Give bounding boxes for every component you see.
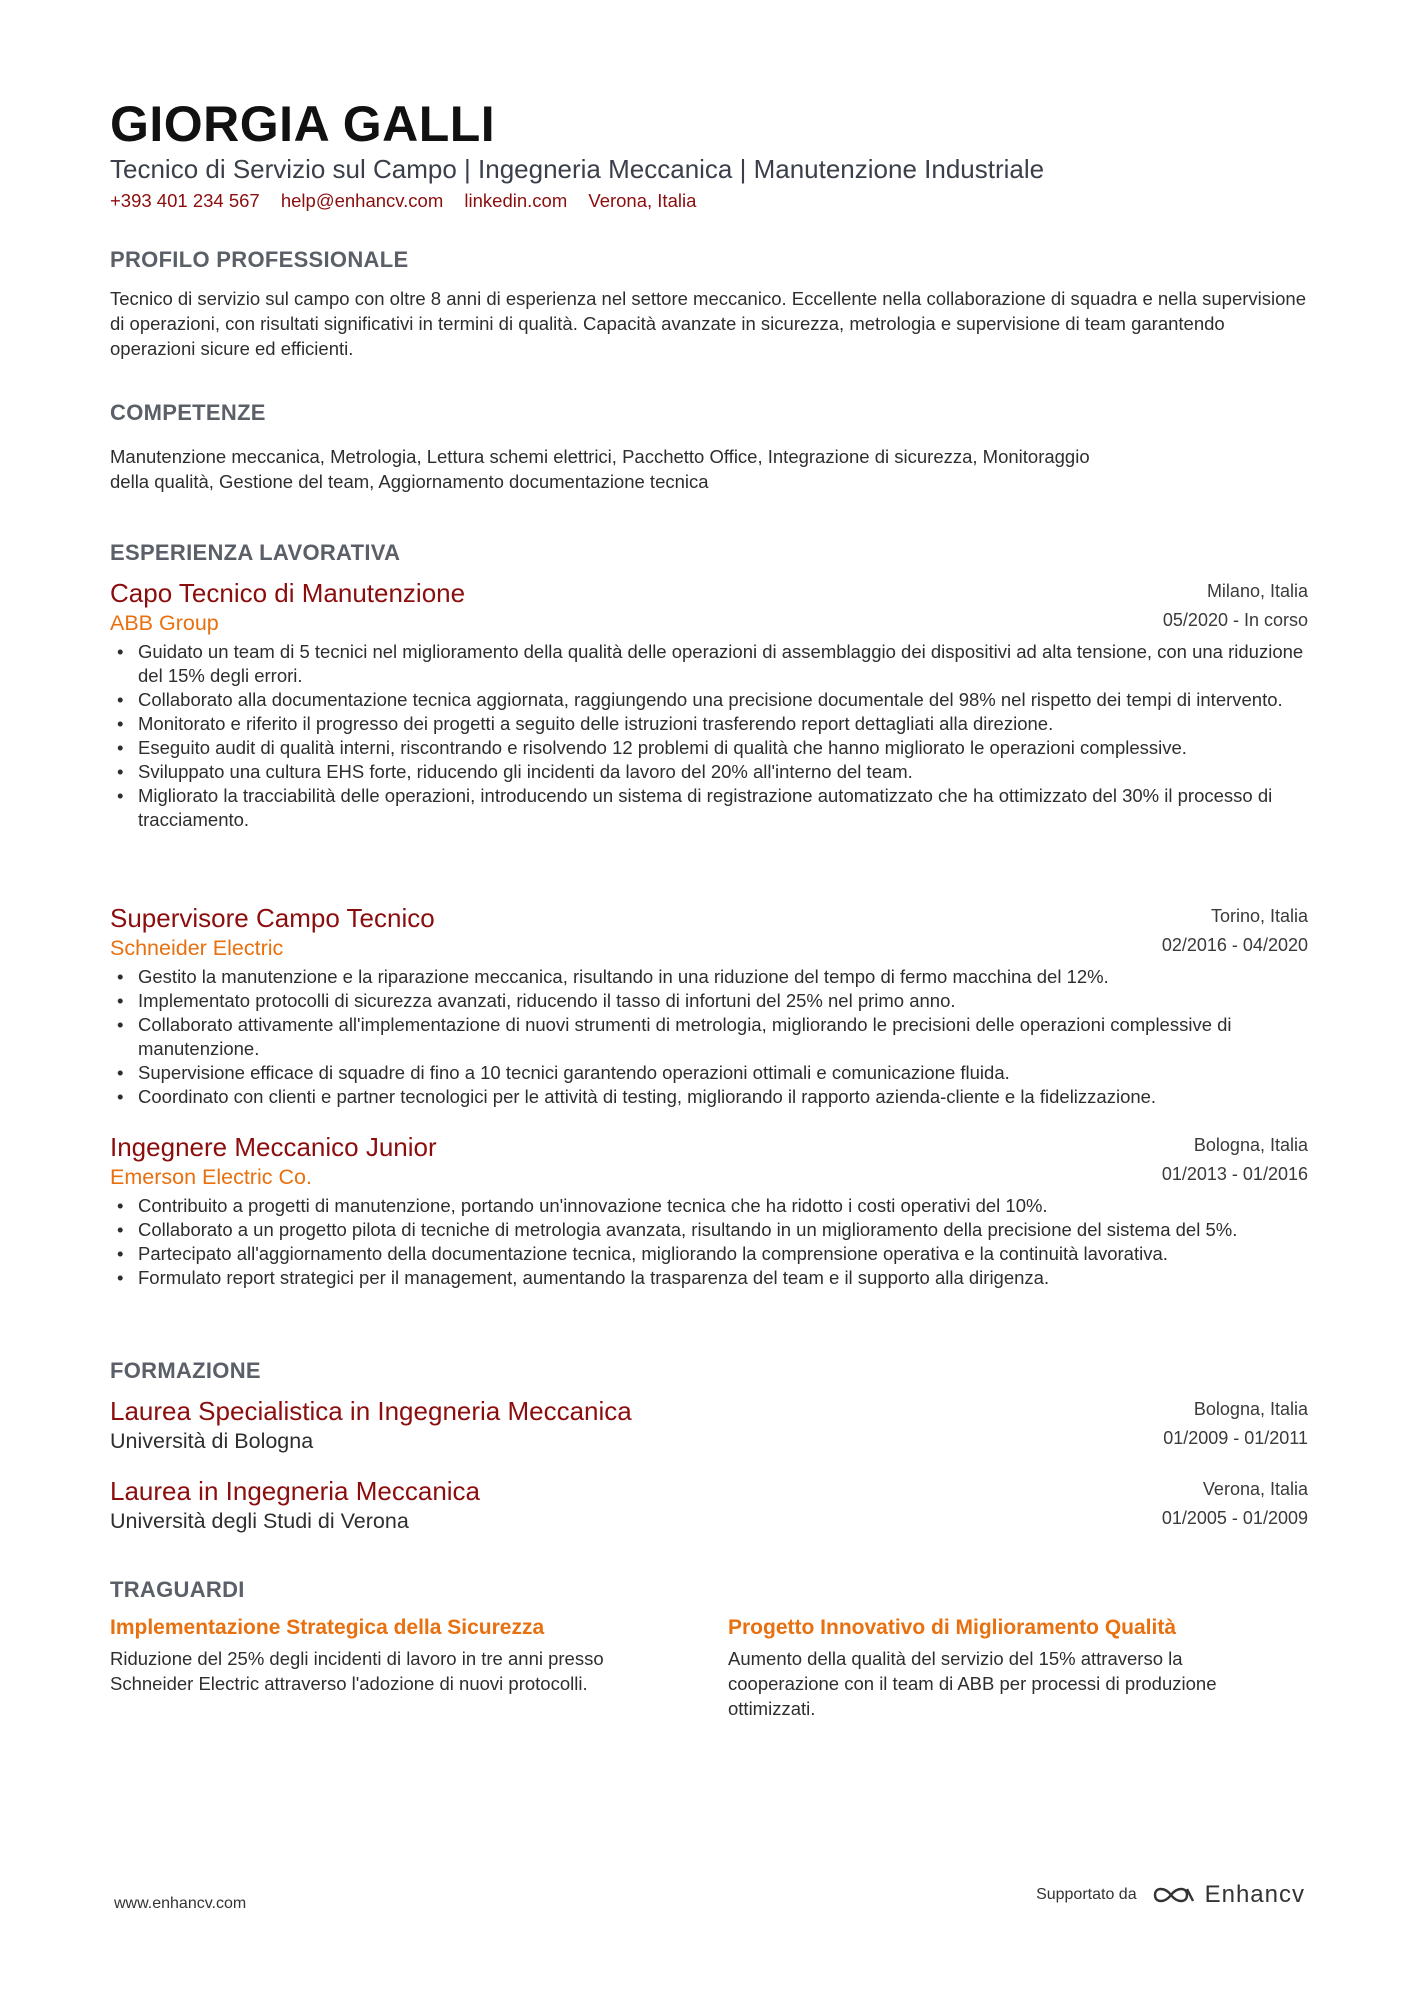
job-entry <box>110 902 1308 1109</box>
job-title: Supervisore Campo Tecnico <box>110 903 435 933</box>
education-dates: 01/2009 - 01/2011 <box>1163 1428 1308 1448</box>
achievements-section-title: TRAGUARDI <box>110 1577 245 1602</box>
headline: Tecnico di Servizio sul Campo | Ingegneria Meccanica | Manutenzione Industriale <box>110 154 1045 184</box>
bullet-item: • Collaborato attivamente all'implementazione di nuovi strumenti di metrologia, migliorando le precisioni delle operazioni complessive di manutenzione. <box>110 1013 1308 1061</box>
job-dates: 01/2013 - 01/2016 <box>1161 1164 1308 1184</box>
job-entry <box>110 577 1308 832</box>
bullet-item: • Partecipato all'aggiornamento della documentazione tecnica, migliorando la comprensione operativa e la continuità lavorativa. <box>110 1242 1308 1266</box>
achievement-text: Aumento della qualità del servizio del 15% attraverso la cooperazione con il team di ABB per processi di produzione ottimizzati. <box>728 1648 1217 1719</box>
footer-branding <box>1036 1881 1305 1909</box>
job-dates: 05/2020 - In corso <box>1162 610 1308 630</box>
brand-name: Enhancv <box>1204 1881 1305 1908</box>
profile-text: Tecnico di servizio sul campo con oltre 8 anni di esperienza nel settore meccanico. Eccellente nella collaborazione di squadra e nella supervisione di operazioni, con risultati significativi in termini di qualità. Capacità avanzate in sicurezza, metrologia e supervisione di team garantendo operazioni sicure ed efficienti. <box>110 288 1306 359</box>
education-meta <box>1163 1395 1308 1453</box>
job-location: Milano, Italia <box>1206 581 1308 601</box>
bullet-item: • Sviluppato una cultura EHS forte, riducendo gli incidenti da lavoro del 20% all'interno del team. <box>110 760 1308 784</box>
education-dates: 01/2005 - 01/2009 <box>1161 1508 1308 1528</box>
achievement-item <box>728 1614 1318 1721</box>
achievement-title: Implementazione Strategica della Sicurezza <box>110 1616 545 1639</box>
school: Università di Bologna <box>110 1429 314 1453</box>
job-company: Schneider Electric <box>110 936 284 960</box>
enhancv-logo-icon <box>1151 1883 1197 1907</box>
job-meta <box>1163 577 1308 635</box>
education-entry <box>110 1395 1308 1455</box>
degree: Laurea Specialistica in Ingegneria Meccanica <box>110 1396 632 1426</box>
job-dates: 02/2016 - 04/2020 <box>1161 935 1308 955</box>
location: Verona, Italia <box>588 190 697 211</box>
job-title: Capo Tecnico di Manutenzione <box>110 578 466 608</box>
job-location: Bologna, Italia <box>1193 1135 1308 1155</box>
bullet-item: • Gestito la manutenzione e la riparazione meccanica, risultando in una riduzione del tempo di fermo macchina del 12%. <box>110 965 1308 989</box>
education-location: Verona, Italia <box>1202 1479 1308 1499</box>
bullet-item: • Coordinato con clienti e partner tecnologici per le attività di testing, migliorando il rapporto azienda-cliente e la fidelizzazione. <box>110 1085 1308 1109</box>
job-bullets <box>110 965 1308 1109</box>
education-meta <box>1162 1475 1308 1533</box>
job-company: ABB Group <box>110 611 219 635</box>
job-company: Emerson Electric Co. <box>110 1165 312 1189</box>
powered-by-label: Supportato da <box>1036 1886 1137 1903</box>
job-title: Ingegnere Meccanico Junior <box>110 1132 437 1162</box>
job-entry <box>110 1131 1308 1290</box>
education-entry <box>110 1475 1308 1535</box>
candidate-name: GIORGIA GALLI <box>110 96 496 152</box>
education-section-title: FORMAZIONE <box>110 1358 261 1383</box>
achievement-item <box>110 1614 700 1696</box>
achievement-text: Riduzione del 25% degli incidenti di lavoro in tre anni presso Schneider Electric attraverso l'adozione di nuovi protocolli. <box>110 1648 604 1694</box>
bullet-item: • Contribuito a progetti di manutenzione, portando un'innovazione tecnica che ha ridotto i costi operativi del 10%. <box>110 1194 1308 1218</box>
education-location: Bologna, Italia <box>1193 1399 1308 1419</box>
linkedin-link[interactable]: linkedin.com <box>464 190 568 211</box>
bullet-item: • Migliorato la tracciabilità delle operazioni, introducendo un sistema di registrazione automatizzato che ha ottimizzato del 30% il processo di tracciamento. <box>110 784 1308 832</box>
phone[interactable]: +393 401 234 567 <box>110 190 260 211</box>
bullet-item: • Eseguito audit di qualità interni, riscontrando e risolvendo 12 problemi di qualità che hanno migliorato le operazioni complessive. <box>110 736 1308 760</box>
job-bullets <box>110 1194 1308 1290</box>
profile-section-title: PROFILO PROFESSIONALE <box>110 247 409 272</box>
job-meta <box>1162 902 1308 960</box>
skills-text: Manutenzione meccanica, Metrologia, Lettura schemi elettrici, Pacchetto Office, Integrazione di sicurezza, Monitoraggio della qualità, Gestione del team, Aggiornamento documentazione tecnica <box>110 446 1090 492</box>
bullet-item: • Collaborato alla documentazione tecnica aggiornata, raggiungendo una precisione documentale del 98% nel rispetto dei tempi di intervento. <box>110 688 1308 712</box>
bullet-item: • Collaborato a un progetto pilota di tecniche di metrologia avanzata, risultando in un miglioramento della precisione del sistema del 5%. <box>110 1218 1308 1242</box>
bullet-item: • Guidato un team di 5 tecnici nel miglioramento della qualità delle operazioni di assemblaggio dei dispositivi ad alta tensione, con una riduzione del 15% degli errori. <box>110 640 1308 688</box>
job-location: Torino, Italia <box>1210 906 1308 926</box>
job-bullets <box>110 640 1308 832</box>
degree: Laurea in Ingegneria Meccanica <box>110 1476 481 1506</box>
bullet-item: • Supervisione efficace di squadre di fino a 10 tecnici garantendo operazioni ottimali e comunicazione fluida. <box>110 1061 1308 1085</box>
skills-section-title: COMPETENZE <box>110 400 266 425</box>
experience-section-title: ESPERIENZA LAVORATIVA <box>110 540 401 565</box>
footer-website[interactable]: www.enhancv.com <box>114 1895 247 1912</box>
bullet-item: • Monitorato e riferito il progresso dei progetti a seguito delle istruzioni trasferendo report dettagliati alla direzione. <box>110 712 1308 736</box>
bullet-item: • Formulato report strategici per il management, aumentando la trasparenza del team e il supporto alla dirigenza. <box>110 1266 1308 1290</box>
email-link[interactable]: help@enhancv.com <box>280 190 444 211</box>
bullet-item: • Implementato protocolli di sicurezza avanzati, riducendo il tasso di infortuni del 25% nel primo anno. <box>110 989 1308 1013</box>
school: Università degli Studi di Verona <box>110 1509 409 1533</box>
contact-info <box>110 188 712 214</box>
achievement-title: Progetto Innovativo di Miglioramento Qualità <box>728 1616 1177 1639</box>
job-meta <box>1162 1131 1308 1189</box>
